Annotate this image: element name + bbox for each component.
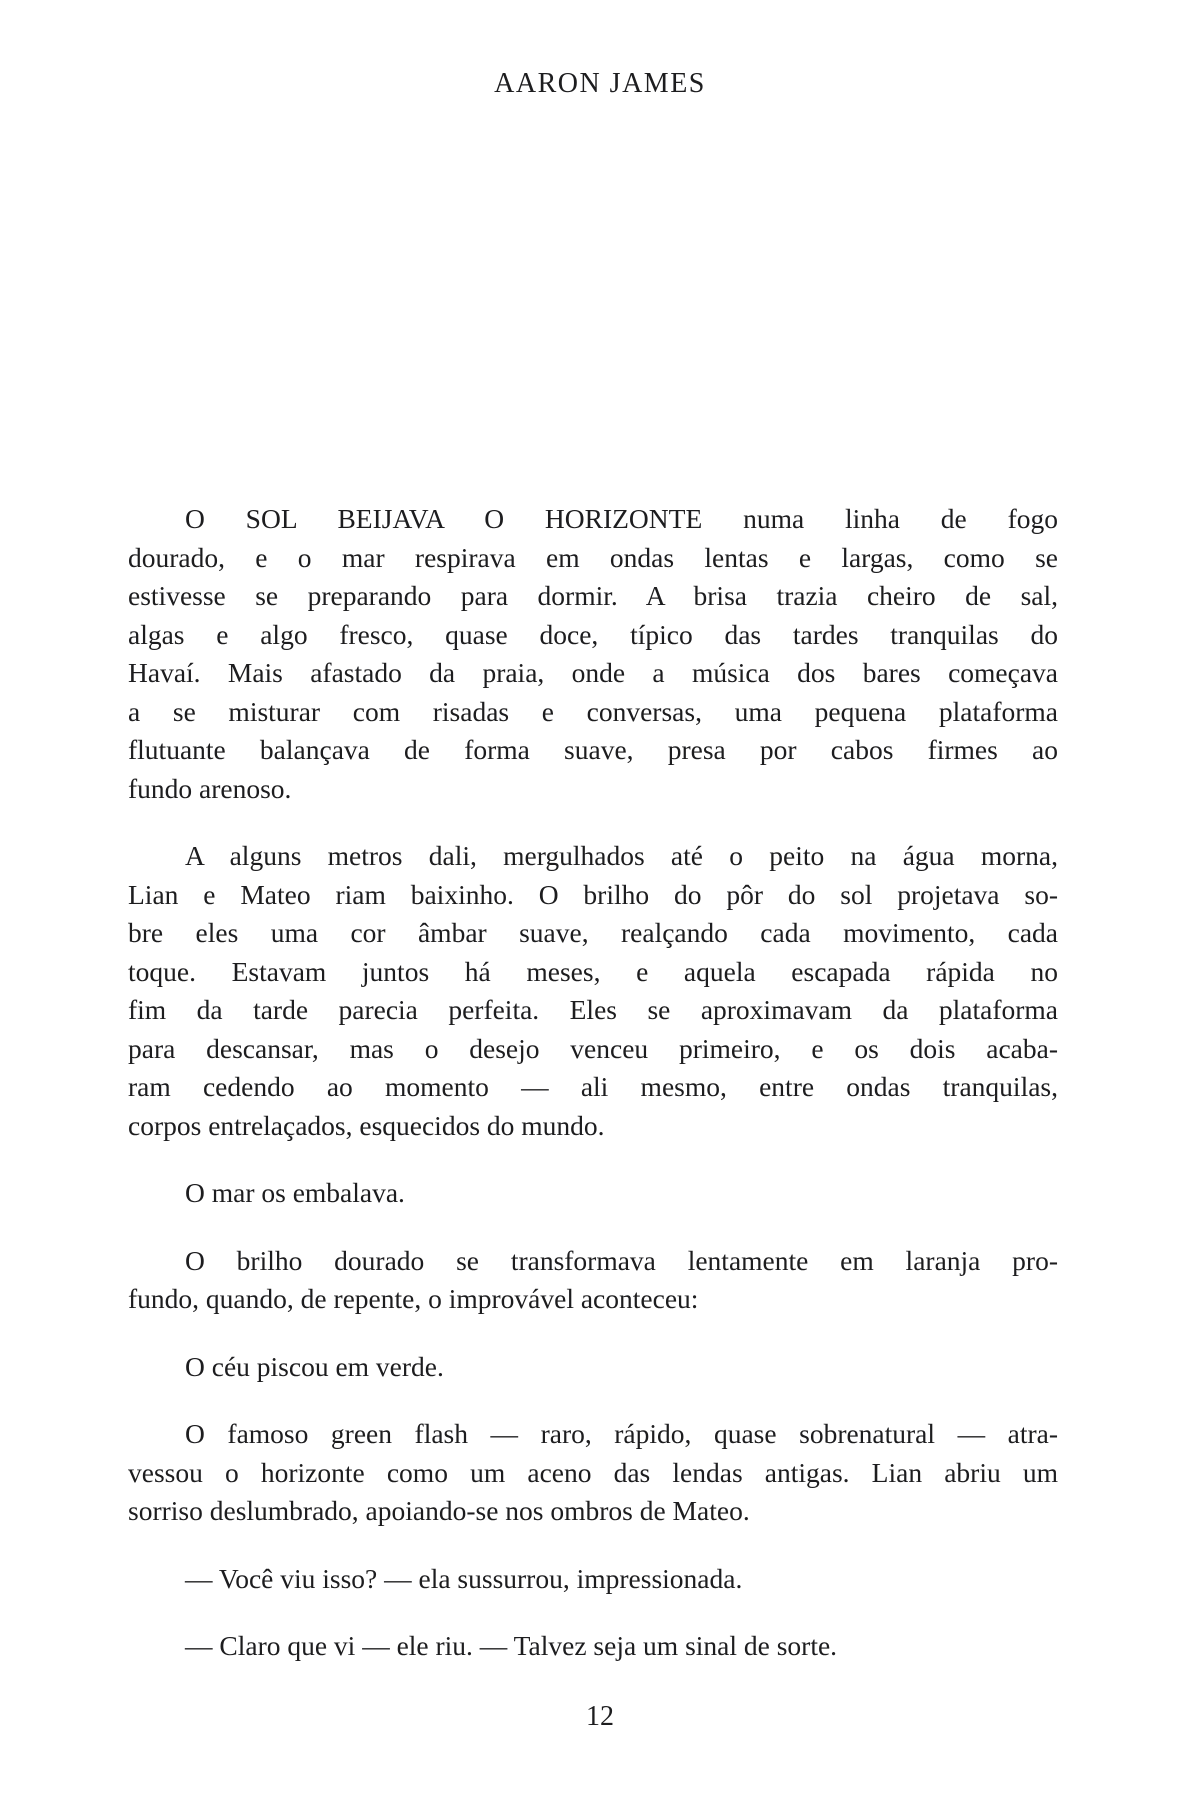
text-line: fundo arenoso.	[128, 772, 292, 804]
text-line: a se misturar com risadas e conversas, uma pequena plataforma	[128, 695, 1058, 727]
text-line: bre eles uma cor âmbar suave, realçando cada movimento, cada	[128, 917, 1058, 948]
text-line: O famoso green flash — raro, rápido, quase sobrenatural — atra-	[185, 1418, 1058, 1449]
paragraph	[128, 1348, 1058, 1387]
text-line: estivesse se preparando para dormir. A brisa trazia cheiro de sal,	[128, 580, 1058, 611]
text-line: fundo, quando, de repente, o improvável aconteceu:	[128, 1283, 699, 1314]
paragraph	[128, 837, 1058, 1145]
text-line: para descansar, mas o desejo venceu primeiro, e os dois acaba-	[128, 1032, 1058, 1064]
text-line: — Você viu isso? — ela sussurrou, impressionada.	[185, 1562, 743, 1594]
text-line: algas e algo fresco, quase doce, típico das tardes tranquilas do	[128, 618, 1058, 650]
running-header: AARON JAMES	[494, 68, 706, 99]
paragraph	[128, 1415, 1058, 1531]
text-line: O céu piscou em verde.	[185, 1350, 444, 1382]
paragraph	[128, 1242, 1058, 1319]
text-line: O SOL BEIJAVA O HORIZONTE numa linha de fogo	[185, 503, 1058, 534]
text-line: vessou o horizonte como um aceno das lendas antigas. Lian abriu um	[128, 1456, 1058, 1488]
page-body	[128, 500, 1058, 1666]
text-line: Havaí. Mais afastado da praia, onde a música dos bares começava	[128, 657, 1058, 688]
text-line: O brilho dourado se transformava lentamente em laranja pro-	[185, 1244, 1058, 1276]
text-line: ram cedendo ao momento — ali mesmo, entre ondas tranquilas,	[128, 1071, 1058, 1102]
text-line: toque. Estavam juntos há meses, e aquela escapada rápida no	[128, 955, 1058, 987]
text-line: sorriso deslumbrado, apoiando-se nos ombros de Mateo.	[128, 1495, 750, 1526]
page-number: 12	[586, 1701, 614, 1732]
text-line: A alguns metros dali, mergulhados até o peito na água morna,	[185, 840, 1058, 871]
paragraph	[128, 1560, 1058, 1599]
text-line: O mar os embalava.	[185, 1177, 405, 1208]
text-line: — Claro que vi — ele riu. — Talvez seja um sinal de sorte.	[185, 1630, 838, 1661]
text-line: flutuante balançava de forma suave, presa por cabos firmes ao	[128, 734, 1058, 765]
text-line: corpos entrelaçados, esquecidos do mundo.	[128, 1109, 605, 1141]
text-line: fim da tarde parecia perfeita. Eles se aproximavam da plataforma	[128, 994, 1058, 1025]
paragraph	[128, 500, 1058, 808]
paragraph	[128, 1627, 1058, 1666]
text-line: Lian e Mateo riam baixinho. O brilho do pôr do sol projetava so-	[128, 878, 1058, 910]
paragraph	[128, 1174, 1058, 1213]
text-line: dourado, e o mar respirava em ondas lentas e largas, como se	[128, 541, 1058, 573]
